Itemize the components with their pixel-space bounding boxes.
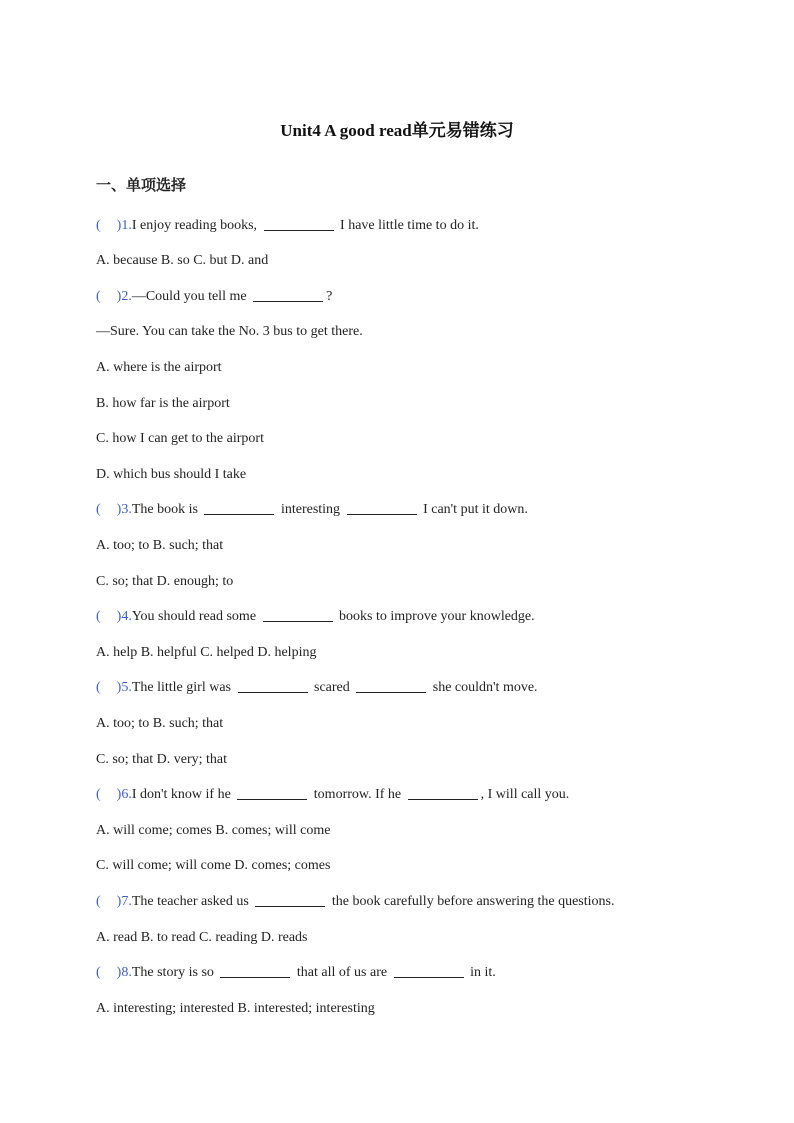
question-number: 7.: [121, 894, 132, 909]
options-q3-row1: A. too; to B. such; that: [96, 538, 224, 553]
question-text: she couldn't move.: [429, 680, 538, 695]
options-q6-row2: C. will come; will come D. comes; comes: [96, 858, 331, 873]
option-b: B. how far is the airport: [96, 396, 230, 411]
options-q5-row1: A. too; to B. such; that: [96, 716, 224, 731]
question-number: 2.: [121, 289, 132, 304]
question-text: ?: [326, 289, 333, 304]
question-8: [96, 963, 496, 983]
section-heading: 一、单项选择: [96, 176, 187, 194]
question-text: that all of us are: [293, 965, 391, 980]
question-text: interesting: [277, 502, 344, 517]
question-text: The teacher asked us: [131, 894, 253, 909]
question-text: I don't know if he: [131, 787, 235, 802]
answer-blank[interactable]: [253, 287, 323, 302]
question-number: 3.: [121, 502, 132, 517]
answer-paren[interactable]: ( ): [96, 218, 122, 233]
answer-blank[interactable]: [238, 678, 308, 693]
question-text: tomorrow. If he: [310, 787, 405, 802]
question-text: The book is: [131, 502, 202, 517]
options-q4: A. help B. helpful C. helped D. helping: [96, 645, 317, 660]
options-q7: A. read B. to read C. reading D. reads: [96, 930, 308, 945]
question-number: 8.: [121, 965, 132, 980]
answer-paren[interactable]: ( ): [96, 502, 122, 517]
question-7: [96, 892, 614, 912]
answer-blank[interactable]: [263, 607, 333, 622]
question-text: , I will call you.: [480, 787, 570, 802]
option-a: A. where is the airport: [96, 360, 222, 375]
answer-blank[interactable]: [204, 500, 274, 515]
answer-paren[interactable]: ( ): [96, 965, 122, 980]
question-1: [96, 216, 479, 236]
options-q6-row1: A. will come; comes B. comes; will come: [96, 823, 331, 838]
answer-paren[interactable]: ( ): [96, 787, 122, 802]
option-d: D. which bus should I take: [96, 467, 247, 482]
option-c: C. how I can get to the airport: [96, 431, 264, 446]
question-text: I have little time to do it.: [336, 218, 479, 233]
question-6: [96, 785, 569, 805]
question-4: [96, 607, 535, 627]
question-text: You should read some: [131, 609, 260, 624]
question-5: [96, 678, 538, 698]
question-text: books to improve your knowledge.: [335, 609, 535, 624]
question-text: I enjoy reading books,: [131, 218, 261, 233]
answer-blank[interactable]: [347, 500, 417, 515]
answer-blank[interactable]: [237, 785, 307, 800]
question-text: scared: [310, 680, 354, 695]
answer-paren[interactable]: ( ): [96, 609, 122, 624]
answer-blank[interactable]: [356, 678, 426, 693]
dialogue-reply: —Sure. You can take the No. 3 bus to get there.: [96, 324, 363, 339]
answer-blank[interactable]: [264, 216, 334, 231]
question-text: The story is so: [131, 965, 218, 980]
question-2: [96, 287, 332, 307]
answer-paren[interactable]: ( ): [96, 680, 122, 695]
answer-paren[interactable]: ( ): [96, 894, 122, 909]
question-number: 4.: [121, 609, 132, 624]
question-number: 6.: [121, 787, 132, 802]
question-text: the book carefully before answering the questions.: [328, 894, 615, 909]
answer-paren[interactable]: ( ): [96, 289, 122, 304]
question-number: 1.: [121, 218, 132, 233]
question-text: in it.: [466, 965, 496, 980]
question-text: I can't put it down.: [419, 502, 528, 517]
question-text: The little girl was: [131, 680, 235, 695]
answer-blank[interactable]: [255, 892, 325, 907]
options-q8: A. interesting; interested B. interested; interesting: [96, 1001, 375, 1016]
question-number: 5.: [121, 680, 132, 695]
question-text: —Could you tell me: [131, 289, 251, 304]
options-q5-row2: C. so; that D. very; that: [96, 752, 228, 767]
answer-blank[interactable]: [394, 963, 464, 978]
options-q3-row2: C. so; that D. enough; to: [96, 574, 234, 589]
question-3: [96, 500, 528, 520]
answer-blank[interactable]: [220, 963, 290, 978]
answer-blank[interactable]: [408, 785, 478, 800]
options-q1: A. because B. so C. but D. and: [96, 253, 269, 268]
document-title: Unit4 A good read单元易错练习: [280, 121, 514, 140]
